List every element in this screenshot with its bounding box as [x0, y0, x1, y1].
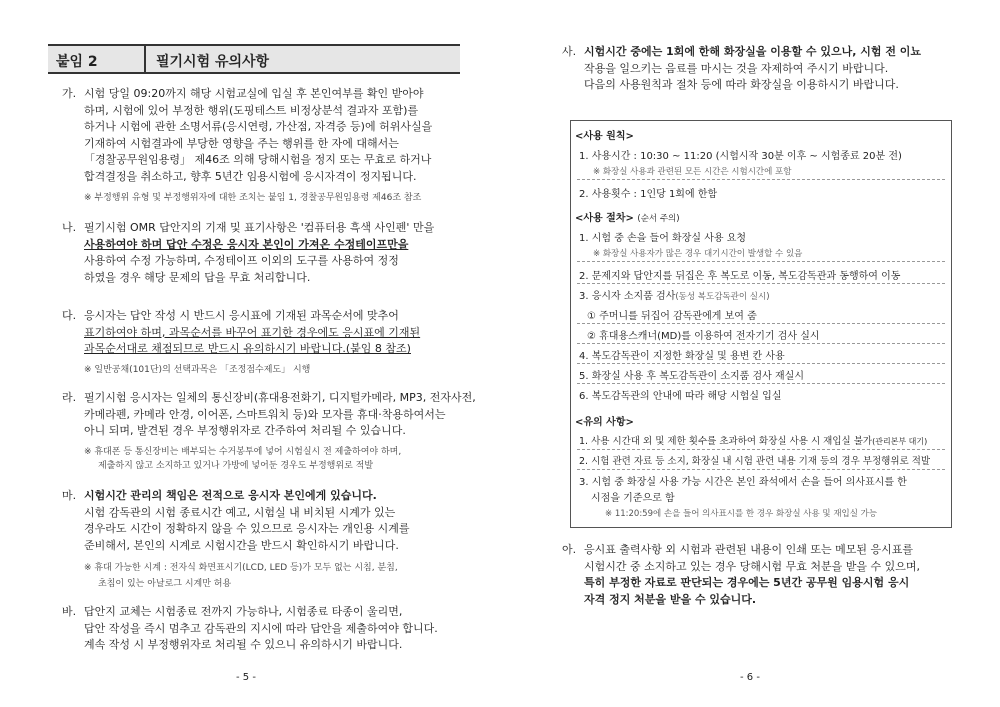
- text-line: 작용을 일으키는 음료를 마시는 것을 자제하여 주시기 바랍니다.: [584, 61, 889, 75]
- text-line: 시험시간 중에는 1회에 한해 화장실을 이용할 수 있으나, 시험 전 이뇨: [584, 45, 922, 58]
- rule-sub: (관리본부 대기): [872, 437, 928, 446]
- section-title-text: <사용 절차>: [575, 213, 634, 224]
- note: 제출하지 않고 소지하고 있거나 가방에 넣어둔 경우도 부정행위로 적발: [98, 461, 374, 471]
- text-line: 계속 작성 시 부정행위자로 처리될 수 있으니 유의하시기 바랍니다.: [84, 638, 403, 651]
- rule-row: 2. 문제지와 답안지를 뒤집은 후 복도로 이동, 복도감독관과 동행하여 이동: [579, 271, 901, 282]
- text-line: 시험시간 중 소지하고 있는 경우 당해시험 무효 처분을 받을 수 있으며,: [584, 559, 920, 573]
- text-line: 응시표 출력사항 외 시험과 관련된 내용이 인쇄 또는 메모된 응시표를: [584, 543, 913, 556]
- page-number: - 6 -: [740, 672, 760, 683]
- rule-row: 5. 화장실 사용 후 복도감독관이 소지품 검사 재실시: [579, 371, 804, 382]
- item-label: 다.: [62, 309, 77, 322]
- rule-row: 시점을 기준으로 함: [591, 493, 675, 504]
- rule-sub: (동성 복도감독관이 실시): [675, 292, 770, 302]
- text-line: 「경찰공무원임용령」 제46조 의해 당해시험을 정지 또는 무효로 하거나: [84, 153, 432, 166]
- text-line: 카메라펜, 카메라 안경, 이어폰, 스마트워치 등)와 모자를 휴대·착용하여서는: [84, 407, 446, 421]
- text-line: 자격 정지 처분을 받을 수 있습니다.: [584, 592, 757, 606]
- text-line: 하였을 경우 해당 문제의 답을 무효 처리합니다.: [84, 270, 311, 284]
- text-line: 필기시험 OMR 답안지의 기재 및 표기사항은 '컴퓨터용 흑색 사인펜' 만을: [84, 221, 435, 234]
- restroom-rules-box: [570, 120, 952, 528]
- appendix-title-bar: [48, 44, 460, 74]
- dashed-divider: [577, 283, 945, 284]
- text-line: 사용하여야 하며 답안 수정은 응시자 본인이 가져온 수정테이프만을: [84, 237, 409, 251]
- text-line: 하며, 시험에 있어 부정한 행위(도핑테스트 비정상분석 결과자 포함)를: [84, 103, 419, 117]
- text-line: 준비해서, 본인의 시계로 시험시간을 반드시 확인하시기 바랍니다.: [84, 538, 399, 552]
- dashed-divider: [577, 449, 945, 450]
- rule-row: [579, 287, 770, 302]
- text-line: 사용하여 수정 가능하며, 수정테이프 이외의 도구를 사용하여 정정: [84, 254, 399, 267]
- section-title: [575, 209, 680, 224]
- item-label: 가.: [62, 87, 77, 100]
- dashed-divider: [577, 261, 945, 262]
- text-line: 다음의 사용원칙과 절차 등에 따라 화장실을 이용하시기 바랍니다.: [584, 78, 899, 91]
- text-line: 필기시험 응시자는 일체의 통신장비(휴대용전화기, 디지털카메라, MP3, 전자사전,: [84, 391, 476, 404]
- dashed-divider: [577, 469, 945, 470]
- rule-row: 2. 시험 관련 자료 등 소지, 화장실 내 시험 관련 내용 기재 등의 경우 부정행위로 적발: [579, 456, 931, 467]
- note: 초침이 있는 아날로그 시계만 허용: [98, 579, 232, 589]
- item-label: 아.: [562, 543, 577, 556]
- text-line: 표기하여야 하며, 과목순서를 바꾸어 표기한 경우에도 응시표에 기재된: [84, 325, 421, 339]
- text-line: 시험시간 관리의 책임은 전적으로 응시자 본인에게 있습니다.: [84, 489, 377, 502]
- text-line: 시험 감독관의 시험 종료시간 예고, 시험실 내 비치된 시계가 있는: [84, 505, 396, 519]
- text-line: 응시자는 답안 작성 시 반드시 응시표에 기재된 과목순서에 맞추어: [84, 309, 399, 322]
- text-line: 아니 되며, 발견된 경우 부정행위자로 간주하여 처리될 수 있습니다.: [84, 424, 406, 437]
- title-divider: [144, 46, 146, 72]
- rule-row: [579, 433, 927, 447]
- rule-row: 4. 복도감독관이 지정한 화장실 및 용변 칸 사용: [579, 351, 785, 362]
- dashed-divider: [577, 343, 945, 344]
- section-sub: (순서 주의): [637, 214, 680, 224]
- rule-row: 1. 사용시간 : 10:30 ~ 11:20 (시험시작 30분 이후 ~ 시험종료 20분 전): [579, 151, 902, 162]
- section-title: <사용 원칙>: [575, 131, 634, 142]
- dashed-divider: [577, 363, 945, 364]
- text-line: 기재하여 시험결과에 부당한 영향을 주는 행위를 한 자에 대해서는: [84, 136, 399, 150]
- text-line: 시험 당일 09:20까지 해당 시험교실에 입실 후 본인여부를 확인 받아야: [84, 87, 424, 100]
- rule-note: ※ 화장실 사용과 관련된 모든 시간은 시험시간에 포함: [593, 167, 792, 177]
- dashed-divider: [577, 179, 945, 180]
- rule-row: 2. 사용횟수 : 1인당 1회에 한함: [579, 189, 718, 200]
- item-label: 마.: [62, 489, 77, 502]
- text-line: 특히 부정한 자료로 판단되는 경우에는 5년간 공무원 임용시험 응시: [584, 576, 910, 589]
- page-number: - 5 -: [236, 672, 256, 683]
- note: ※ 휴대 가능한 시계 : 전자식 화면표시기(LCD, LED 등)가 모두 없는 시침, 분침,: [84, 563, 398, 573]
- text-line: 과목순서대로 채점되므로 반드시 유의하시기 바랍니다.(붙임 8 참조): [84, 342, 411, 355]
- rule-row: 1. 시험 중 손을 들어 화장실 사용 요청: [579, 233, 747, 244]
- text-line: 답안 작성을 즉시 멈추고 감독관의 지시에 따라 답안을 제출하여야 합니다.: [84, 621, 438, 635]
- section-title: <유의 사항>: [575, 417, 634, 428]
- rule-row: ① 주머니를 뒤집어 감독관에게 보여 줌: [587, 311, 757, 322]
- note: ※ 부정행위 유형 및 부정행위자에 대한 조치는 붙임 1, 경찰공무원임용령 제46조 참조: [84, 193, 422, 203]
- item-label: 바.: [62, 605, 77, 618]
- rule-row: 6. 복도감독관의 안내에 따라 해당 시험실 입실: [579, 391, 782, 402]
- rule-row: ② 휴대용스캐너(MD)를 이용하여 전자기기 검사 실시: [587, 331, 820, 342]
- rule-text: 1. 사용 시간대 외 및 제한 횟수를 초과하여 화장실 사용 시 재입실 불가: [579, 436, 873, 447]
- dashed-divider: [577, 323, 945, 324]
- rule-row: 3. 시험 중 화장실 사용 가능 시간은 본인 좌석에서 손을 들어 의사표시를 한: [579, 477, 907, 488]
- rule-text: 3. 응시자 소지품 검사: [579, 291, 676, 302]
- item-label: 나.: [62, 221, 77, 234]
- text-line: 하거나 시험에 관한 소명서류(응시연령, 가산점, 자격증 등)에 허위사실을: [84, 120, 433, 133]
- rule-note: ※ 11:20:59에 손을 들어 의사표시를 한 경우 화장실 사용 및 재입실 가능: [605, 509, 878, 519]
- item-label: 라.: [62, 391, 77, 404]
- dashed-divider: [577, 383, 945, 384]
- item-label: 사.: [562, 45, 577, 58]
- text-line: 경우라도 시간이 정확하지 않을 수 있으므로 응시자는 개인용 시계를: [84, 522, 410, 535]
- appendix-title: 필기시험 유의사항: [156, 54, 270, 70]
- text-line: 답안지 교체는 시험종료 전까지 가능하나, 시험종료 타종이 울리면,: [84, 605, 403, 618]
- note: ※ 휴대폰 등 통신장비는 배부되는 수거봉투에 넣어 시험실시 전 제출하여야 하며,: [84, 447, 402, 457]
- text-line: 합격결정을 취소하고, 향후 5년간 임용시험에 응시자격이 정지됩니다.: [84, 169, 417, 183]
- appendix-number: 붙임 2: [56, 54, 98, 70]
- rule-note: ※ 화장실 사용자가 많은 경우 대기시간이 발생할 수 있음: [593, 249, 803, 259]
- note: ※ 일반공채(101단)의 선택과목은 「조정점수제도」 시행: [84, 365, 311, 375]
